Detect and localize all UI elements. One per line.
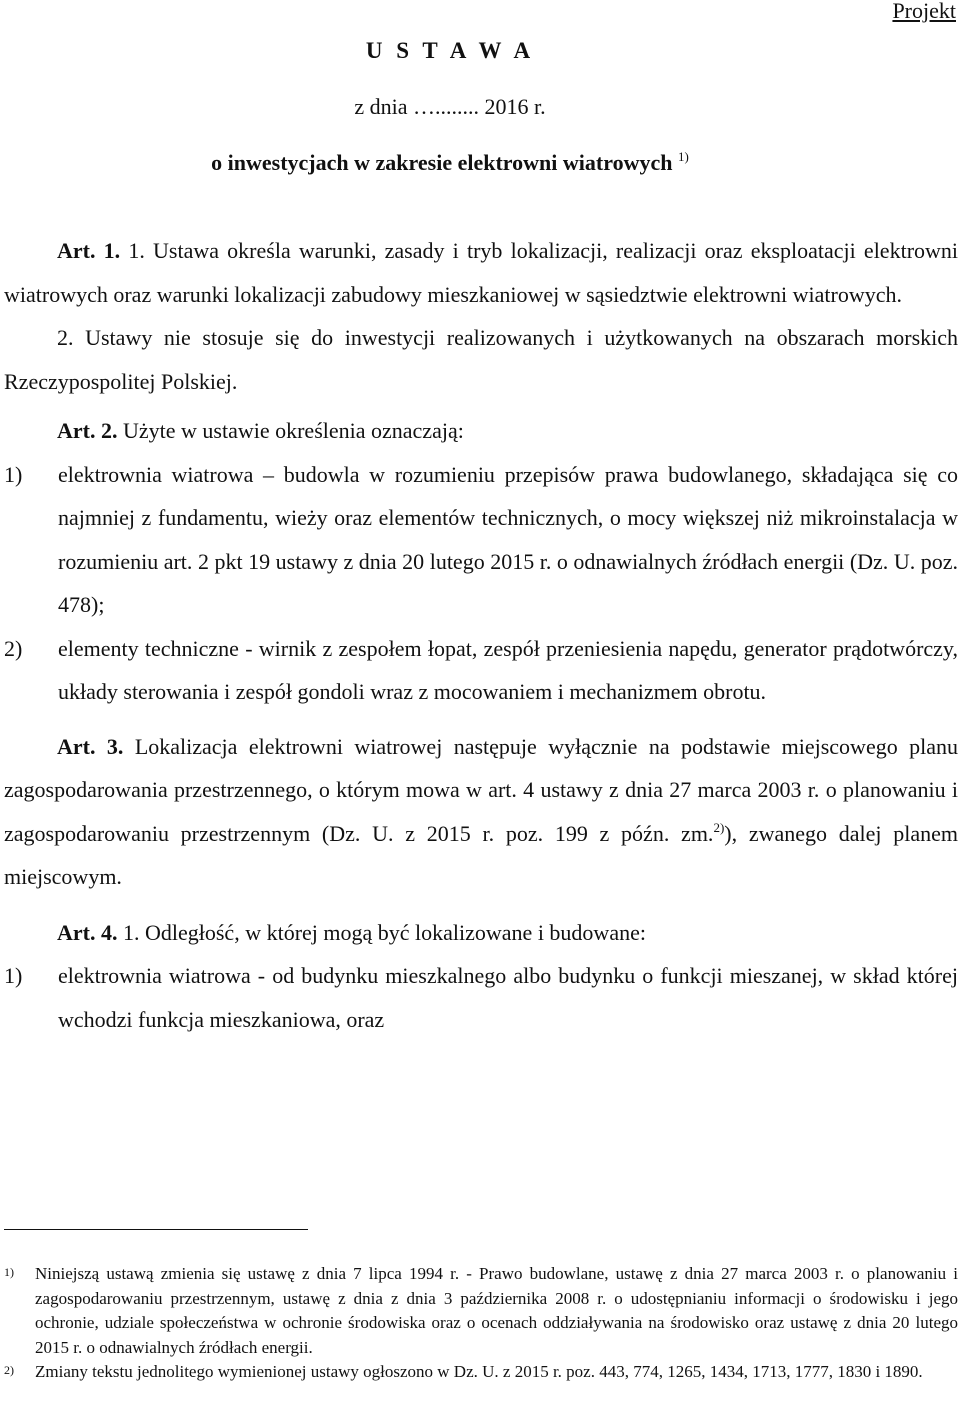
art-4-intro-text: Odległość, w której mogą być lokalizowane i budowane: xyxy=(144,919,646,945)
document-date: z dnia …........ 2016 r. xyxy=(354,94,546,119)
document-body xyxy=(4,229,958,1041)
footnote-ref-2[interactable]: 2) xyxy=(713,819,725,835)
footnote-1 xyxy=(4,1262,958,1360)
art-1-para-2-num: 2. xyxy=(57,325,74,350)
art-2-intro xyxy=(4,409,958,453)
list-item xyxy=(4,453,958,627)
art-3-label: Art. 3. xyxy=(57,733,124,759)
list-item-num: 2) xyxy=(4,635,23,661)
document-subject xyxy=(0,150,960,176)
list-item-num: 1) xyxy=(4,963,23,988)
document-title: U S T A W A xyxy=(365,38,535,63)
art-4-label: Art. 4. xyxy=(57,919,118,945)
list-item-text: elementy techniczne - wirnik z zespołem łopat, zespół przeniesienia napędu, generator prądotwórczy, układy sterowania i zespół gondoli wraz z mocowaniem i mechanizmem obrotu. xyxy=(58,635,958,704)
art-1-label: Art. 1. xyxy=(57,238,121,263)
art-1-para-1 xyxy=(4,229,958,316)
list-item-num: 1) xyxy=(4,461,23,487)
footnote-text: Zmiany tekstu jednolitego wymienionej ustawy ogłoszono w Dz. U. z 2015 r. poz. 443, 774, 1265, 1434, 1713, 1777, 1830 i 1890. xyxy=(35,1362,923,1381)
list-item-text: elektrownia wiatrowa – budowla w rozumieniu przepisów prawa budowlanego, składająca się co najmniej z fundamentu, wieży oraz elementów technicznych, o mocy większej niż mikroinstalacja w rozumieniu art. 2 pkt 19 ustawy z dnia 20 lutego 2015 r. o odnawialnych źródłach energii (Dz. U. poz. 478); xyxy=(58,461,958,617)
subject-text: o inwestycjach w zakresie elektrowni wiatrowych xyxy=(211,150,673,175)
art-2-intro-text: Użyte w ustawie określenia oznaczają: xyxy=(122,418,464,443)
footnote-mark: 2) xyxy=(4,1363,14,1377)
art-4-para-1-num: 1. xyxy=(122,919,140,945)
footnote-mark: 1) xyxy=(4,1265,14,1279)
art-1-para-1-num: 1. xyxy=(128,238,145,263)
footnotes xyxy=(4,1262,958,1385)
art-1-para-2 xyxy=(4,316,958,403)
art-2-label: Art. 2. xyxy=(57,418,118,443)
list-item xyxy=(4,627,958,714)
art-1-para-2-text: Ustawy nie stosuje się do inwestycji realizowanych i użytkowanych na obszarach morskich Rzeczypospolitej Polskiej. xyxy=(4,325,959,394)
draft-stamp: Projekt xyxy=(892,0,956,23)
art-4-intro xyxy=(4,911,958,955)
list-item-text: elektrownia wiatrowa - od budynku mieszkalnego albo budynku o funkcji mieszanej, w skład której wchodzi funkcja mieszkaniowa, oraz xyxy=(58,963,958,1032)
art-1-para-1-text: Ustawa określa warunki, zasady i tryb lokalizacji, realizacji oraz eksploatacji elektrowni wiatrowych oraz warunki lokalizacji zabudowy mieszkaniowej w sąsiedztwie elektrowni wiatrowych. xyxy=(4,238,959,307)
footnote-separator xyxy=(4,1229,308,1230)
footnote-2 xyxy=(4,1360,958,1385)
art-3-text-before: Lokalizacja elektrowni wiatrowej następuje wyłącznie na podstawie miejscowego planu zagospodarowania przestrzennego, o którym mowa w art. 4 ustawy z dnia 27 marca 2003 r. o planowaniu i zagospodarowaniu przestrzennym (Dz. U. z 2015 r. poz. 199 z późn. zm. xyxy=(4,733,959,846)
footnote-text: Niniejszą ustawą zmienia się ustawę z dnia 7 lipca 1994 r. - Prawo budowlane, ustawę z dnia 27 marca 2003 r. o planowaniu i zagospodarowaniu przestrzennym, ustawę z dnia z dnia 3 października 2008 r. o udostępnianiu informacji o środowisku i jego ochronie, udziale społeczeństwa w ochronie środowiska oraz o ocenach oddziaływania na środowisko oraz ustawę z dnia 20 lutego 2015 r. o odnawialnych źródłach energii. xyxy=(35,1264,958,1357)
art-3-text-after: ), zwanego dalej planem miejscowym. xyxy=(4,820,958,889)
list-item xyxy=(4,954,958,1041)
footnote-ref-1[interactable]: 1) xyxy=(677,149,689,164)
art-3-para xyxy=(4,725,958,899)
